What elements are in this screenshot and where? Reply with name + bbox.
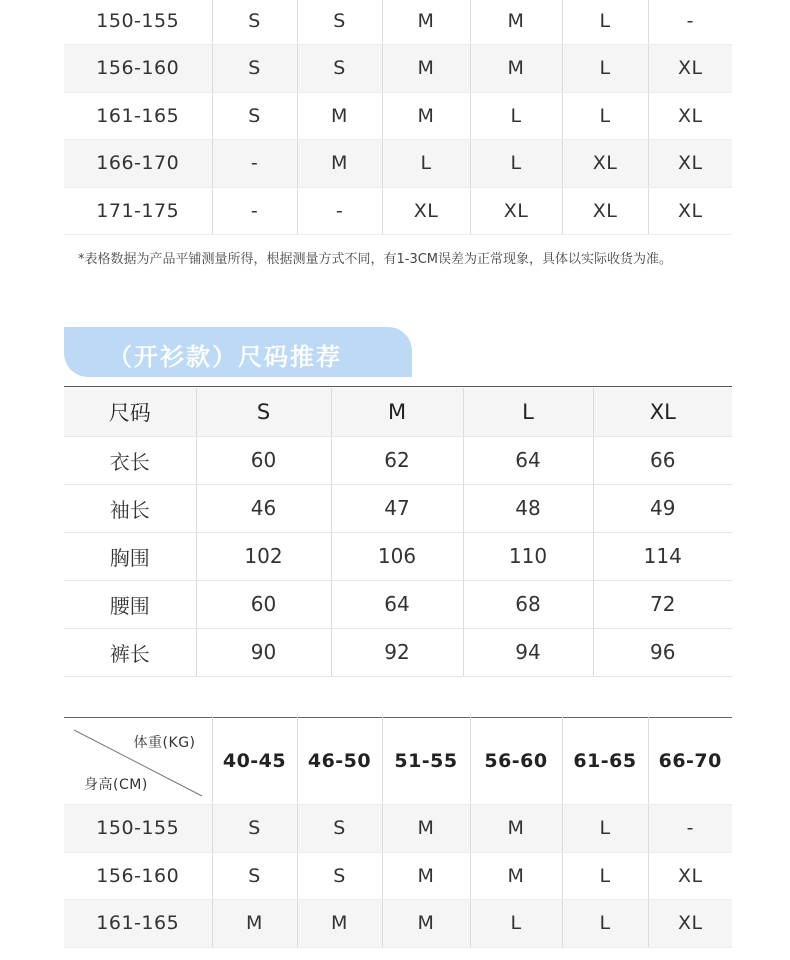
size-cell: S [212,852,297,900]
size-cell: - [648,805,732,853]
size-cell: XL [648,900,732,948]
size-cell: S [297,852,382,900]
weight-header: 66-70 [648,718,732,805]
size-cell: M [382,45,470,93]
value-cell: 60 [196,436,331,484]
size-cell: M [212,900,297,948]
value-cell: 90 [196,628,331,676]
size-cell: L [562,805,648,853]
size-cell: L [562,900,648,948]
row-label: 裤长 [64,628,196,676]
divider [64,386,732,387]
weight-header: 46-50 [297,718,382,805]
size-cell: XL [470,187,562,235]
column-header: XL [593,388,732,436]
value-cell: 68 [463,580,593,628]
value-cell: 110 [463,532,593,580]
size-cell: M [470,805,562,853]
weight-header: 51-55 [382,718,470,805]
value-cell: 66 [593,436,732,484]
size-cell: XL [382,187,470,235]
section-title: （开衫款）尺码推荐 [108,343,342,371]
size-cell: S [297,0,382,45]
size-grid-top [64,0,732,235]
size-cell: - [297,187,382,235]
size-cell: L [562,92,648,140]
table-row [64,805,732,853]
size-cell: M [470,852,562,900]
height-cell: 150-155 [64,805,212,853]
table-header-row [64,718,732,805]
table-row [64,45,732,93]
size-cell: M [470,45,562,93]
table-row [64,187,732,235]
value-cell: 64 [331,580,463,628]
weight-axis-label: 体重(KG) [133,735,196,751]
weight-header: 61-65 [562,718,648,805]
size-cell: XL [648,187,732,235]
value-cell: 62 [331,436,463,484]
height-cell: 161-165 [64,900,212,948]
measurement-table [64,388,732,677]
height-axis-label: 身高(CM) [84,777,148,793]
size-cell: XL [648,45,732,93]
size-cell: M [382,805,470,853]
size-cell: M [297,92,382,140]
size-cell: M [382,92,470,140]
table-row [64,436,732,484]
corner-header [64,718,212,805]
height-cell: 156-160 [64,852,212,900]
size-cell: L [470,92,562,140]
size-cell: M [297,140,382,188]
size-cell: M [297,900,382,948]
size-cell: XL [648,92,732,140]
size-cell: S [212,0,297,45]
value-cell: 64 [463,436,593,484]
value-cell: 106 [331,532,463,580]
value-cell: 92 [331,628,463,676]
row-label: 袖长 [64,484,196,532]
weight-header: 56-60 [470,718,562,805]
column-header: M [331,388,463,436]
size-cell: - [212,187,297,235]
size-cell: L [382,140,470,188]
value-cell: 102 [196,532,331,580]
size-cell: - [212,140,297,188]
size-cell: M [382,900,470,948]
section-banner [64,327,412,377]
weight-header: 40-45 [212,718,297,805]
value-cell: 46 [196,484,331,532]
table-row [64,484,732,532]
table-row [64,92,732,140]
size-cell: XL [648,140,732,188]
size-cell: S [297,45,382,93]
height-cell: 171-175 [64,187,212,235]
value-cell: 96 [593,628,732,676]
size-cell: M [470,0,562,45]
size-cell: L [562,0,648,45]
size-cell: M [382,0,470,45]
size-cell: M [382,852,470,900]
table-header-row [64,388,732,436]
height-cell: 161-165 [64,92,212,140]
size-cell: - [648,0,732,45]
table-row [64,628,732,676]
table-row [64,852,732,900]
table-row [64,900,732,948]
size-cell: S [212,805,297,853]
size-cell: S [297,805,382,853]
table-row [64,0,732,45]
size-cell: XL [562,140,648,188]
row-label: 腰围 [64,580,196,628]
height-cell: 156-160 [64,45,212,93]
value-cell: 72 [593,580,732,628]
size-cell: L [470,900,562,948]
table-row [64,532,732,580]
value-cell: 47 [331,484,463,532]
column-header: S [196,388,331,436]
table-row [64,140,732,188]
size-cell: XL [562,187,648,235]
column-header: 尺码 [64,388,196,436]
size-cell: S [212,45,297,93]
measurement-note: *表格数据为产品平铺测量所得，根据测量方式不同，有1-3CM误差为正常现象，具体以实际收货为准。 [78,252,673,267]
size-cell: L [470,140,562,188]
height-cell: 150-155 [64,0,212,45]
row-label: 胸围 [64,532,196,580]
size-cell: XL [648,852,732,900]
column-header: L [463,388,593,436]
value-cell: 114 [593,532,732,580]
value-cell: 48 [463,484,593,532]
value-cell: 60 [196,580,331,628]
size-cell: L [562,45,648,93]
height-cell: 166-170 [64,140,212,188]
row-label: 衣长 [64,436,196,484]
value-cell: 94 [463,628,593,676]
table-row [64,580,732,628]
size-cell: L [562,852,648,900]
value-cell: 49 [593,484,732,532]
size-cell: S [212,92,297,140]
size-grid-bottom [64,717,732,948]
